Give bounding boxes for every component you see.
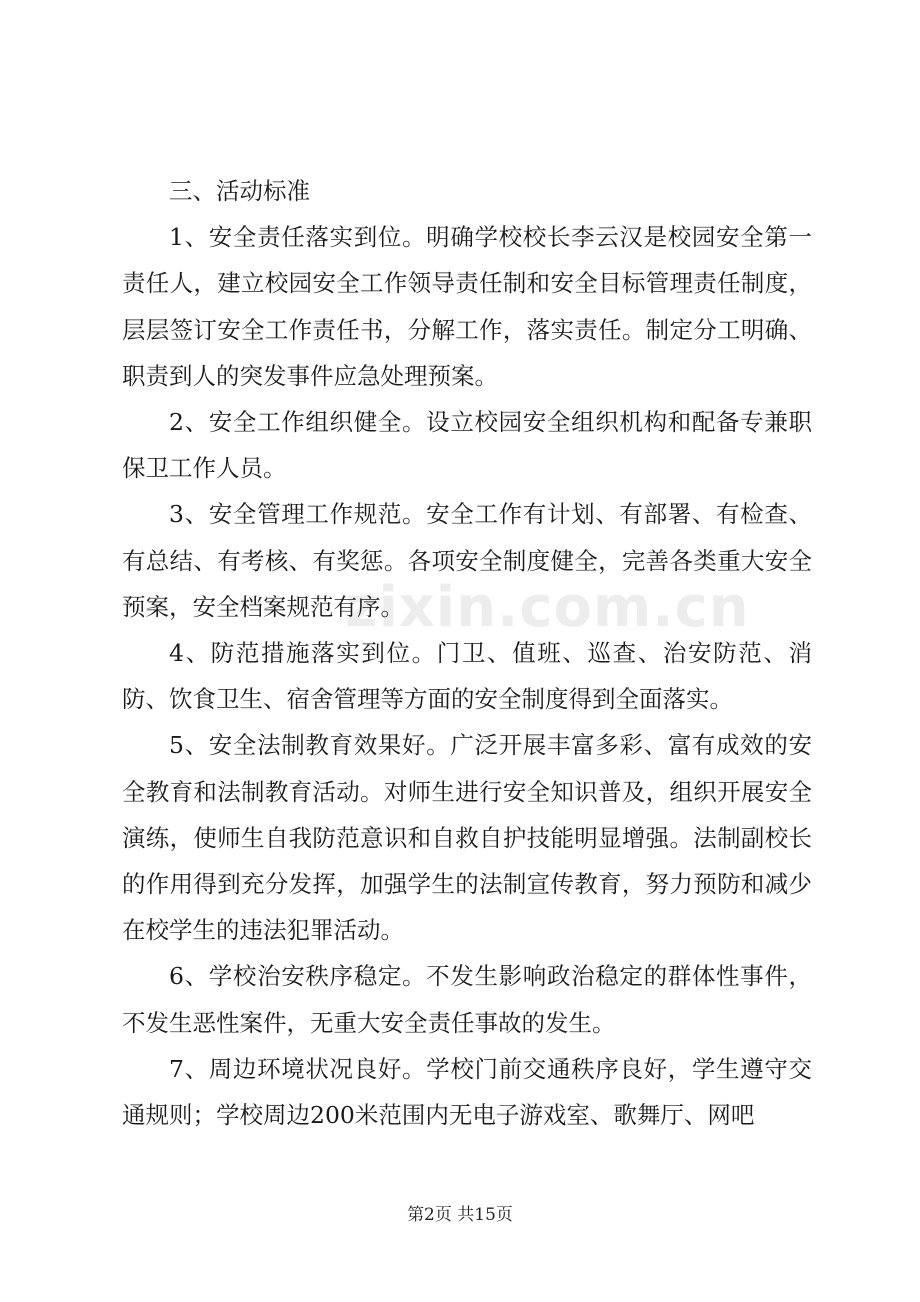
watermark: zixin.com.cn <box>345 575 750 640</box>
paragraph-3: 3、安全管理工作规范。安全工作有计划、有部署、有检查、有总结、有考核、有奖惩。各项安全制度健全，完善各类重大安全预案，安全档案规范有序。 <box>122 500 812 621</box>
paragraph-5: 5、安全法制教育效果好。广泛开展丰富多彩、富有成效的安全教育和法制教育活动。对师生进行安全知识普及，组织开展安全演练，使师生自我防范意识和自救自护技能明显增强。法制副校长的作用得到充分发挥，加强学生的法制宣传教育，努力预防和减少在校学生的违法犯罪活动。 <box>122 731 812 945</box>
document-body <box>122 168 812 1138</box>
page-footer: 第2页 共15页 <box>407 1205 513 1225</box>
paragraph-7: 7、周边环境状况良好。学校门前交通秩序良好，学生遵守交通规则；学校周边200米范围内无电子游戏室、歌舞厅、网吧 <box>122 1054 812 1130</box>
paragraph-6: 6、学校治安秩序稳定。不发生影响政治稳定的群体性事件，不发生恶性案件，无重大安全责任事故的发生。 <box>122 962 812 1037</box>
paragraph-2: 2、安全工作组织健全。设立校园安全组织机构和配备专兼职保卫工作人员。 <box>122 408 812 483</box>
paragraph-4: 4、防范措施落实到位。门卫、值班、巡查、治安防范、消防、饮食卫生、宿舍管理等方面的安全制度得到全面落实。 <box>122 639 812 714</box>
paragraph-1: 1、安全责任落实到位。明确学校校长李云汉是校园安全第一责任人，建立校园安全工作领导责任制和安全目标管理责任制度，层层签订安全工作责任书，分解工作，落实责任。制定分工明确、职责到人的突发事件应急处理预案。 <box>122 223 812 390</box>
section-heading: 三、活动标准 <box>169 177 310 205</box>
